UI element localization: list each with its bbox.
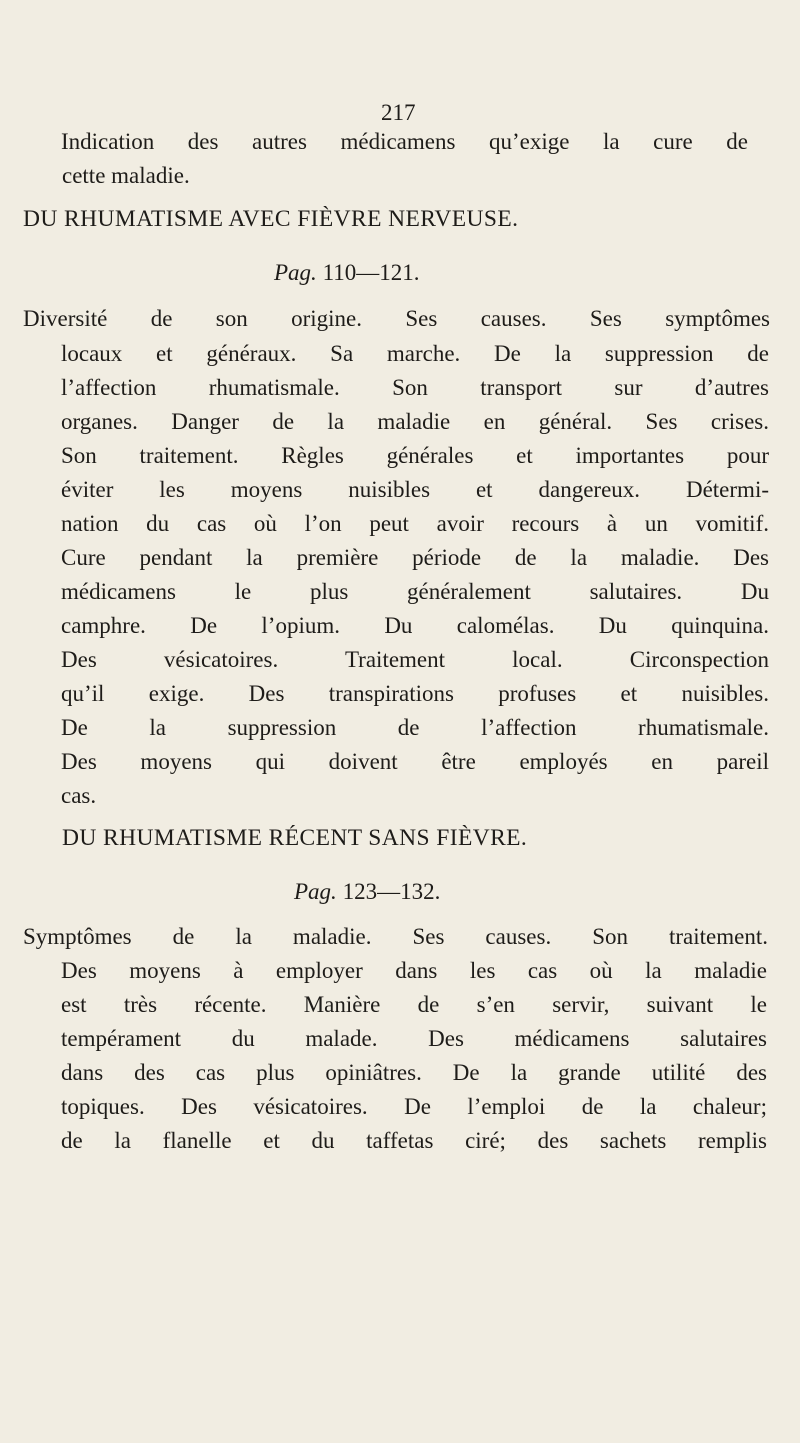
section2-line-1: Symptômes de la maladie. Ses causes. Son traitement. (23, 924, 768, 949)
section1-line-4: organes. Danger de la maladie en général. Ses crises. (61, 409, 769, 434)
section2-line-3: est très récente. Manière de s’en servir, suivant le (61, 992, 767, 1017)
section2-line-6: topiques. Des vésicatoires. De l’emploi de la chaleur; (61, 1094, 767, 1119)
section1-line-10: camphre. De l’opium. Du calomélas. Du quinquina. (61, 613, 769, 638)
page-reference-1 (274, 258, 419, 288)
intro-line-2: cette maladie. (62, 163, 190, 188)
section-heading-2: DU RHUMATISME RÉCENT SANS FIÈVRE. (62, 825, 528, 851)
section1-line-13: De la suppression de l’affection rhumatismale. (61, 715, 769, 740)
section1-line-14: Des moyens qui doivent être employés en pareil (61, 749, 769, 774)
page-reference-2 (294, 877, 440, 907)
page-reference-range: 110—121. (322, 260, 420, 285)
section1-line-12: qu’il exige. Des transpirations profuses et nuisibles. (61, 681, 769, 706)
section1-line-2: locaux et généraux. Sa marche. De la suppression de (61, 341, 769, 366)
page-reference-label: Pag. (294, 879, 337, 904)
page-reference-range: 123—132. (342, 879, 441, 904)
section-heading-1: DU RHUMATISME AVEC FIÈVRE NERVEUSE. (23, 206, 519, 232)
section1-line-3: l’affection rhumatismale. Son transport sur d’autres (61, 375, 769, 400)
section1-line-8: Cure pendant la première période de la maladie. Des (61, 545, 769, 570)
page-reference-label: Pag. (274, 260, 317, 285)
section2-line-2: Des moyens à employer dans les cas où la maladie (61, 958, 767, 983)
section2-line-4: tempérament du malade. Des médicamens salutaires (61, 1026, 767, 1051)
intro-line-1: Indication des autres médicamens qu’exige la cure de (61, 129, 748, 154)
section1-line-6: éviter les moyens nuisibles et dangereux. Détermi- (61, 477, 769, 502)
section2-line-5: dans des cas plus opiniâtres. De la grande utilité des (61, 1060, 767, 1085)
page-number: 217 (381, 100, 416, 125)
section1-line-9: médicamens le plus généralement salutaires. Du (61, 579, 769, 604)
section1-line-1: Diversité de son origine. Ses causes. Ses symptômes (23, 306, 770, 331)
section2-line-7: de la flanelle et du taffetas ciré; des sachets remplis (61, 1128, 767, 1153)
section1-line-5: Son traitement. Règles générales et importantes pour (61, 443, 769, 468)
section1-line-11: Des vésicatoires. Traitement local. Circonspection (61, 647, 769, 672)
section1-line-7: nation du cas où l’on peut avoir recours à un vomitif. (61, 511, 769, 536)
section1-line-15: cas. (61, 783, 97, 808)
